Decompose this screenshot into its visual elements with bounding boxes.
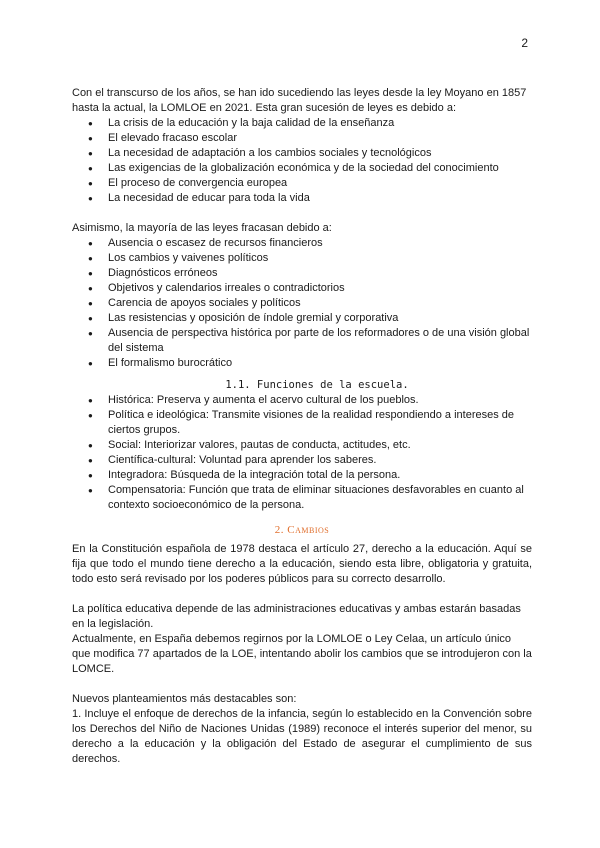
list-item: ● El elevado fracaso escolar [72, 131, 532, 146]
subsection-heading: 1.1. Funciones de la escuela. [225, 379, 409, 391]
list-item: ● La necesidad de adaptación a los cambios sociales y tecnológicos [72, 146, 532, 161]
list-item: ● Científica-cultural: Voluntad para aprender los saberes. [72, 453, 532, 468]
section-heading: 2. Cambios [274, 524, 330, 536]
list-item: ● Las resistencias y oposición de índole gremial y corporativa [72, 311, 532, 326]
list-item: ● Carencia de apoyos sociales y políticos [72, 296, 532, 311]
page-number: 2 [521, 36, 528, 50]
list-item: ● Las exigencias de la globalización económica y de la sociedad del conocimiento [72, 161, 532, 176]
intro-paragraph: Con el transcurso de los años, se han ido sucediendo las leyes desde la ley Moyano en 1857 hasta la actual, la LOMLOE en 2021. Esta gran sucesión de leyes es debido a: [72, 87, 527, 114]
list-item: ● La crisis de la educación y la baja calidad de la enseñanza [72, 116, 532, 131]
list-item: ● El proceso de convergencia europea [72, 176, 532, 191]
intro-list [72, 116, 532, 206]
list-item: ● Diagnósticos erróneos [72, 266, 532, 281]
functions-list [72, 393, 532, 513]
changes-paragraph-5: 1. Incluye el enfoque de derechos de la infancia, según lo establecido en la Convención sobre los Derechos del Niño de Naciones Unidas (1989) reconoce el interés superior del menor, su derecho a la educación y la obligación del Estado de asegurar el cumplimiento de sus derechos. [72, 708, 532, 765]
list-item: ● Compensatoria: Función que trata de eliminar situaciones desfavorables en cuanto al contexto socioeconómico de la persona. [72, 483, 532, 513]
list-item: ● Ausencia de perspectiva histórica por parte de los reformadores o de una visión global del sistema [72, 326, 532, 356]
failure-list [72, 236, 532, 371]
list-item: ● Ausencia o escasez de recursos financieros [72, 236, 532, 251]
list-item: ● Integradora: Búsqueda de la integración total de la persona. [72, 468, 532, 483]
changes-paragraph-3: Actualmente, en España debemos regirnos por la LOMLOE o Ley Celaa, un artículo único que modifica 77 apartados de la LOE, intentando abolir los cambios que se introdujeron con la LOMCE. [72, 633, 532, 675]
list-item: ● Los cambios y vaivenes políticos [72, 251, 532, 266]
changes-paragraph-4: Nuevos planteamientos más destacables son: [72, 693, 297, 705]
list-item: ● La necesidad de educar para toda la vida [72, 191, 532, 206]
list-item: ● Objetivos y calendarios irreales o contradictorios [72, 281, 532, 296]
list-item: ● Histórica: Preserva y aumenta el acervo cultural de los pueblos. [72, 393, 532, 408]
failure-paragraph: Asimismo, la mayoría de las leyes fracasan debido a: [72, 222, 332, 234]
list-item: ● El formalismo burocrático [72, 356, 532, 371]
changes-paragraph-1: En la Constitución española de 1978 destaca el artículo 27, derecho a la educación. Aquí se fija que todo el mundo tiene derecho a la educación, siendo esta libre, obligatoria y gratuita, todo esto será revisado por los poderes públicos para su correcto desarrollo. [72, 543, 532, 585]
list-item: ● Social: Interiorizar valores, pautas de conducta, actitudes, etc. [72, 438, 532, 453]
page-content [72, 86, 532, 767]
list-item: ● Política e ideológica: Transmite visiones de la realidad respondiendo a intereses de ciertos grupos. [72, 408, 532, 438]
changes-paragraph-2: La política educativa depende de las administraciones educativas y ambas estarán basadas en la legislación. [72, 603, 521, 630]
